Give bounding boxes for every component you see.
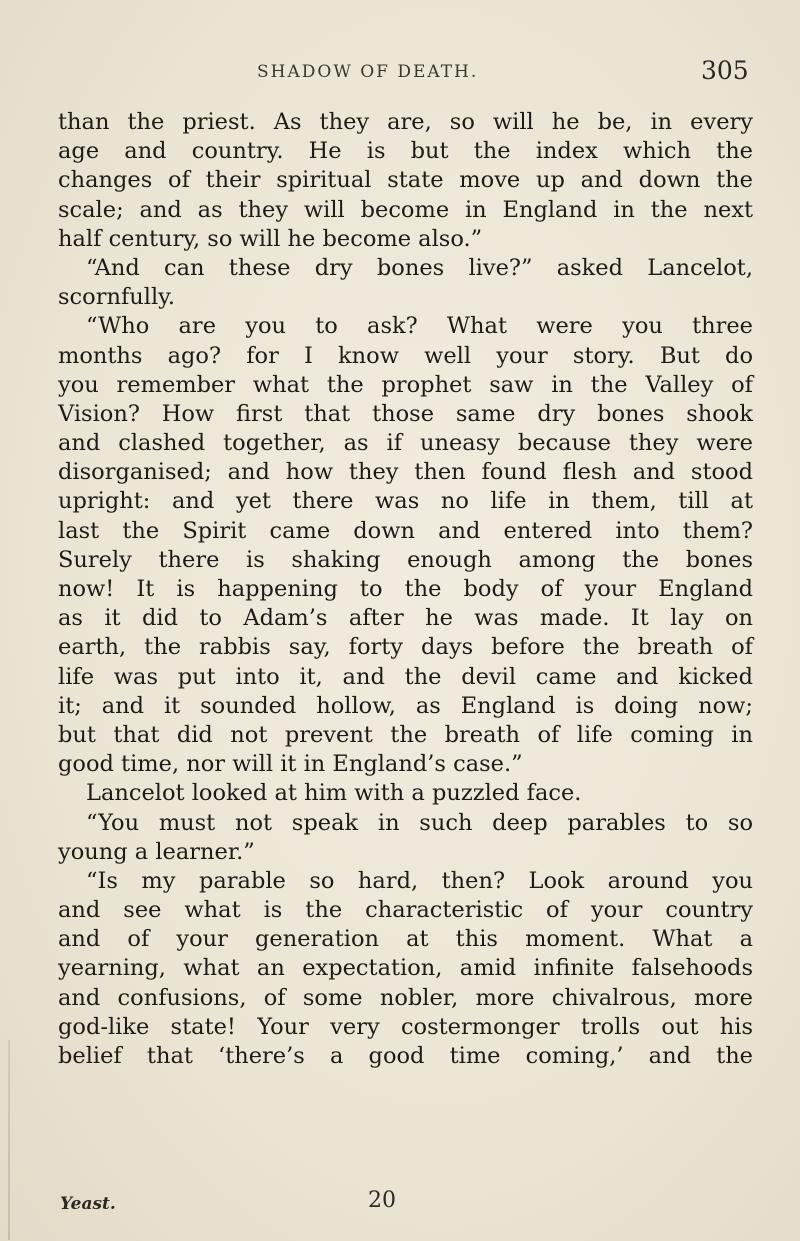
- text-line: Surely there is shaking enough among the bones: [58, 546, 753, 573]
- page-footer: [58, 1188, 753, 1222]
- text-line: but that did not prevent the breath of life coming in: [58, 721, 753, 748]
- signature-mark: Yeast.: [60, 1194, 116, 1214]
- text-line: life was put into it, and the devil came and kicked: [58, 663, 753, 690]
- text-line: yearning, what an expectation, amid infinite falsehoods: [58, 955, 753, 982]
- text-line: and confusions, of some nobler, more chivalrous, more: [58, 984, 753, 1011]
- body-text: [58, 108, 753, 1071]
- text-line: disorganised; and how they then found flesh and stood: [58, 459, 753, 486]
- text-line: and of your generation at this moment. What a: [58, 926, 753, 953]
- text-line: young a learner.”: [58, 838, 255, 865]
- text-line: and clashed together, as if uneasy because they were: [58, 430, 753, 457]
- text-line: Vision? How first that those same dry bones shook: [58, 400, 753, 427]
- page-number: 305: [701, 56, 749, 85]
- text-line: it; and it sounded hollow, as England is doing now;: [58, 692, 753, 719]
- signature-number: 20: [368, 1188, 396, 1213]
- page-header: [0, 52, 800, 92]
- text-line: “You must not speak in such deep parables to so: [86, 809, 753, 836]
- text-line: as it did to Adam’s after he was made. It lay on: [58, 605, 753, 632]
- text-line: belief that ‘there’s a good time coming,’ and the: [58, 1043, 753, 1069]
- text-line: and see what is the characteristic of your country: [58, 897, 753, 924]
- text-line: earth, the rabbis say, forty days before the breath of: [58, 634, 753, 661]
- text-line: “And can these dry bones live?” asked Lancelot,: [86, 254, 753, 281]
- text-line: than the priest. As they are, so will he be, in every: [58, 109, 753, 135]
- text-line: half century, so will he become also.”: [58, 225, 483, 252]
- text-line: “Who are you to ask? What were you three: [86, 313, 753, 340]
- text-line: age and country. He is but the index which the: [58, 138, 753, 165]
- text-line: god-like state! Your very costermonger trolls out his: [58, 1013, 753, 1040]
- text-line: Lancelot looked at him with a puzzled face.: [86, 780, 582, 807]
- text-line: now! It is happening to the body of your England: [58, 576, 753, 602]
- text-line: scale; and as they will become in England in the next: [58, 196, 753, 223]
- text-line: you remember what the prophet saw in the Valley of: [58, 371, 753, 398]
- text-line: months ago? for I know well your story. But do: [58, 342, 753, 369]
- text-line: upright: and yet there was no life in them, till at: [58, 488, 753, 515]
- text-line: last the Spirit came down and entered into them?: [58, 517, 753, 544]
- running-head: SHADOW OF DEATH.: [257, 62, 479, 82]
- text-line: “Is my parable so hard, then? Look around you: [86, 867, 753, 894]
- page-edge-shadow: [8, 1040, 10, 1240]
- text-line: good time, nor will it in England’s case.”: [58, 751, 523, 778]
- text-line: changes of their spiritual state move up and down the: [58, 167, 753, 194]
- text-line: scornfully.: [58, 284, 176, 311]
